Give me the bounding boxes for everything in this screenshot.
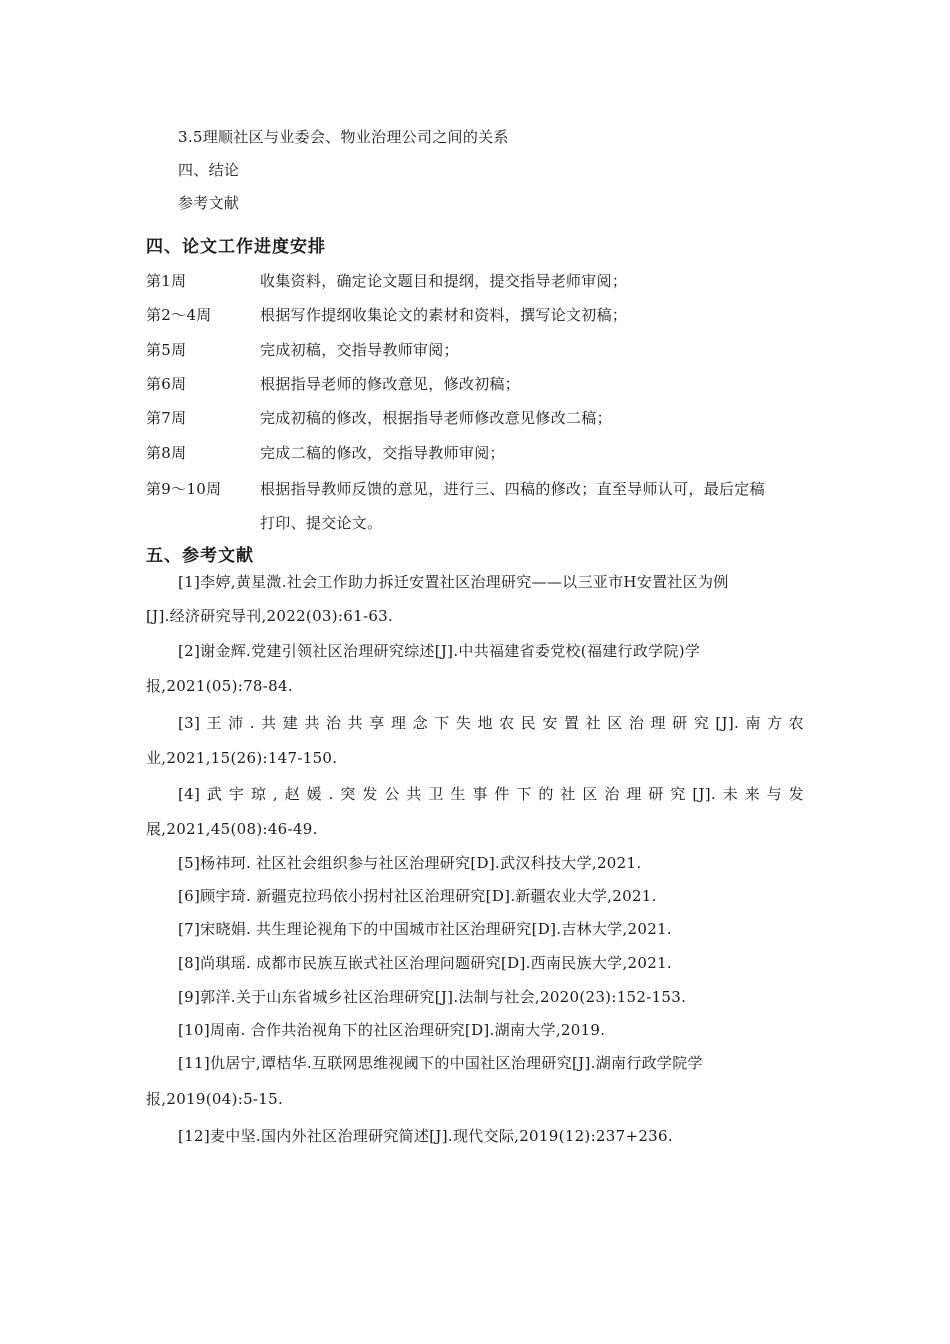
schedule-week: 第1周 <box>146 272 187 290</box>
reference-item-continuation: 展,2021,45(08):46-49. <box>146 820 318 838</box>
outline-item-conclusion: 四、结论 <box>178 161 240 179</box>
reference-item: [3]王沛.共建共治共享理念下失地农民安置社区治理研究[J].南方农 <box>178 714 804 732</box>
schedule-task: 收集资料，确定论文题目和提纲，提交指导老师审阅； <box>260 272 628 290</box>
reference-item-continuation: [J].经济研究导刊,2022(03):61-63. <box>146 607 394 625</box>
schedule-week: 第5周 <box>146 341 187 359</box>
reference-item: [11]仇居宁,谭桔华.互联网思维视阈下的中国社区治理研究[J].湖南行政学院学 <box>178 1054 703 1072</box>
reference-item-continuation: 报,2019(04):5-15. <box>146 1090 284 1108</box>
schedule-week: 第2～4周 <box>146 306 212 324</box>
schedule-task: 完成初稿，交指导教师审阅； <box>260 341 459 359</box>
reference-item: [1]李婷,黄星溦.社会工作助力拆迁安置社区治理研究——以三亚市H安置社区为例 <box>178 573 729 591</box>
schedule-week: 第6周 <box>146 375 187 393</box>
schedule-task: 完成二稿的修改，交指导教师审阅； <box>260 444 505 462</box>
schedule-task: 根据写作提纲收集论文的素材和资料，撰写论文初稿； <box>260 306 628 324</box>
reference-item-continuation: 报,2021(05):78-84. <box>146 677 293 695</box>
reference-item: [10]周南. 合作共治视角下的社区治理研究[D].湖南大学,2019. <box>178 1021 606 1039</box>
schedule-task: 根据指导教师反馈的意见，进行三、四稿的修改；直至导师认可，最后定稿 <box>260 480 765 498</box>
schedule-task: 完成初稿的修改，根据指导老师修改意见修改二稿； <box>260 409 612 427</box>
reference-item: [12]麦中坚.国内外社区治理研究简述[J].现代交际,2019(12):237+236. <box>178 1127 673 1145</box>
schedule-task: 根据指导老师的修改意见，修改初稿； <box>260 375 521 393</box>
reference-item: [6]顾宇琦. 新疆克拉玛依小拐村社区治理研究[D].新疆农业大学,2021. <box>178 887 657 905</box>
reference-item: [2]谢金辉.党建引领社区治理研究综述[J].中共福建省委党校(福建行政学院)学 <box>178 642 701 660</box>
section-heading-references: 五、参考文献 <box>146 546 254 566</box>
reference-item-continuation: 业,2021,15(26):147-150. <box>146 749 338 767</box>
schedule-week: 第9～10周 <box>146 480 222 498</box>
reference-item: [5]杨祎珂. 社区社会组织参与社区治理研究[D].武汉科技大学,2021. <box>178 854 642 872</box>
reference-item: [9]郭洋.关于山东省城乡社区治理研究[J].法制与社会,2020(23):152-153. <box>178 988 687 1006</box>
section-heading-schedule: 四、论文工作进度安排 <box>146 237 326 257</box>
reference-item: [4]武宇琼,赵媛.突发公共卫生事件下的社区治理研究[J].未来与发 <box>178 785 804 803</box>
schedule-week: 第7周 <box>146 409 187 427</box>
outline-item-references: 参考文献 <box>178 194 240 212</box>
reference-item: [8]尚琪瑶. 成都市民族互嵌式社区治理问题研究[D].西南民族大学,2021. <box>178 954 672 972</box>
reference-item: [7]宋晓娟. 共生理论视角下的中国城市社区治理研究[D].吉林大学,2021. <box>178 920 672 938</box>
schedule-week: 第8周 <box>146 444 187 462</box>
schedule-task-continuation: 打印、提交论文。 <box>260 514 383 532</box>
outline-item-3-5: 3.5理顺社区与业委会、物业治理公司之间的关系 <box>178 128 509 146</box>
